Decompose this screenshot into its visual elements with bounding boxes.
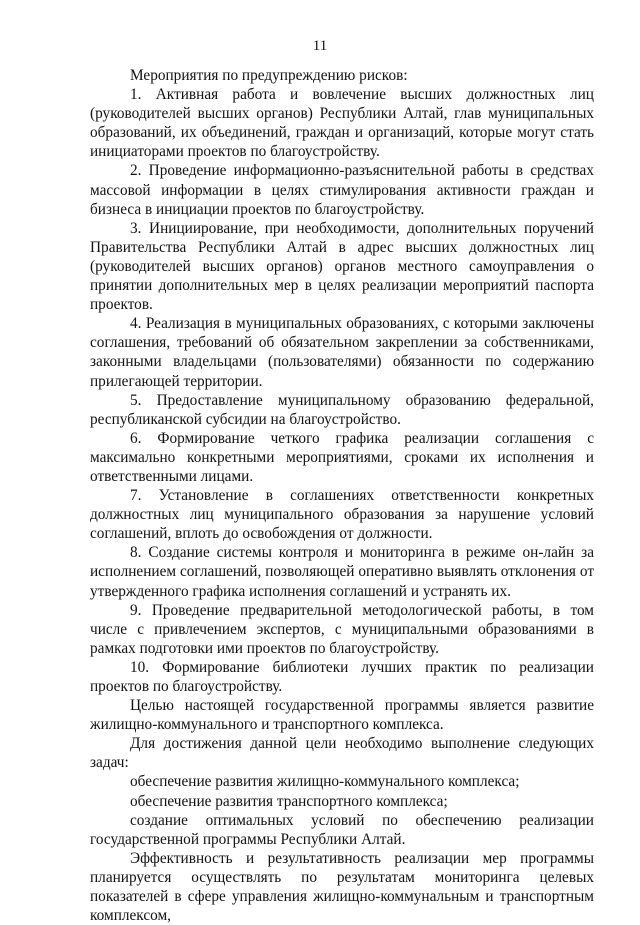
task-item-conditions: создание оптимальных условий по обеспечению реализации государственной программы Республики Алтай. bbox=[90, 811, 594, 848]
task-item-transport: обеспечение развития транспортного комплекса; bbox=[130, 792, 448, 810]
page-number: 11 bbox=[312, 38, 328, 54]
paragraph-measure-2: 2. Проведение информационно-разъяснительной работы в средствах массовой информации в целях стимулирования активности граждан и бизнеса в инициации проектов по благоустройству. bbox=[90, 162, 594, 218]
paragraph-measure-6: 6. Формирование четкого графика реализации соглашения с максимально конкретными мероприятиями, сроками их исполнения и ответственными лицами. bbox=[90, 429, 594, 485]
task-item-housing: обеспечение развития жилищно-коммунального комплекса; bbox=[130, 773, 520, 791]
paragraph-measure-7: 7. Установление в соглашениях ответственности конкретных должностных лиц муниципального образования за нарушение условий соглашений, вплоть до освобождения от должности. bbox=[90, 487, 594, 543]
paragraph-measure-1: 1. Активная работа и вовлечение высших должностных лиц (руководителей высших органов) Республики Алтай, глав муниципальных образований, их объединений, граждан и организаций, которые могут стать инициаторами проектов по благоустройству. bbox=[90, 86, 594, 161]
paragraph-measure-4: 4. Реализация в муниципальных образованиях, с которыми заключены соглашения, требований об обязательном закреплении за собственниками, законными владельцами (пользователями) обязанности по содержанию прилегающей территории. bbox=[90, 315, 594, 390]
paragraph-measure-10: 10. Формирование библиотеки лучших практик по реализации проектов по благоустройству. bbox=[90, 658, 594, 695]
paragraph-measure-9: 9. Проведение предварительной методологической работы, в том числе с привлечением экспертов, с муниципальными образованиями в рамках подготовки ими проектов по благоустройству. bbox=[90, 601, 594, 657]
paragraph-efficiency: Эффективность и результативность реализации мер программы планируется осуществлять по результатам мониторинга целевых показателей в сфере управления жилищно-коммунальным и транспортным комплексом, bbox=[90, 849, 594, 925]
paragraph-measure-3: 3. Инициирование, при необходимости, дополнительных поручений Правительства Республики Алтай в адрес высших должностных лиц (руководителей высших органов) органов местного самоуправления о принятии дополнительных мер в целях реализации мероприятий паспорта проектов. bbox=[90, 219, 594, 314]
paragraph-tasks-intro: Для достижения данной цели необходимо выполнение следующих задач: bbox=[90, 735, 594, 772]
paragraph-measure-5: 5. Предоставление муниципальному образованию федеральной, республиканской субсидии на благоустройство. bbox=[90, 391, 594, 428]
paragraph-program-goal: Целью настоящей государственной программы является развитие жилищно-коммунального и транспортного комплекса. bbox=[90, 697, 594, 734]
risk-measures-heading: Мероприятия по предупреждению рисков: bbox=[130, 67, 408, 84]
document-body bbox=[90, 66, 594, 925]
paragraph-measure-8: 8. Создание системы контроля и мониторинга в режиме он-лайн за исполнением соглашений, позволяющей оперативно выявлять отклонения от утвержденного графика исполнения соглашений и устранять их. bbox=[90, 544, 594, 600]
